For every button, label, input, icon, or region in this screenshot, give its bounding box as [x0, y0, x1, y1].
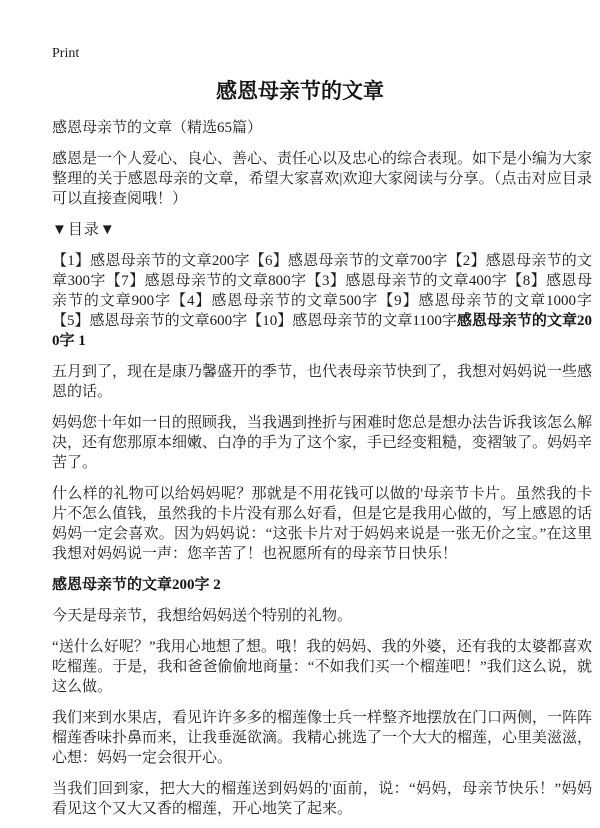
toc-item-2[interactable]: 【2】感恩母亲节的文章300字 [52, 253, 592, 289]
toc-item-7[interactable]: 【7】感恩母亲节的文章800字 [105, 273, 307, 289]
toc-item-8[interactable]: 【8】感恩母亲节的文章900字 [52, 273, 592, 309]
subtitle: 感恩母亲节的文章（精选65篇） [52, 120, 263, 136]
toc-item-1[interactable]: 【1】感恩母亲节的文章200字 [52, 253, 250, 269]
section-2-paragraph-3: 我们来到水果店，看见许许多多的榴莲像士兵一样整齐地摆放在门口两侧，一阵阵榴莲香味扑鼻而来，让我垂涎欲滴。我精心挑选了一个大大的榴莲，心里美滋滋，心想：妈妈一定会很开心。 [52, 710, 593, 766]
page-title: 感恩母亲节的文章 [216, 79, 384, 103]
section-2-paragraph-4: 当我们回到家，把大大的榴莲送到妈妈的'面前，说：“妈妈，母亲节快乐！”妈妈看见这个又大又香的榴莲，开心地笑了起来。 [52, 781, 592, 817]
section-2-paragraph-2: “送什么好呢？”我用心地想了想。哦！我的妈妈、我的外婆，还有我的太婆都喜欢吃榴莲。于是，我和爸爸偷偷地商量：“不如我们买一个榴莲吧！”我们这么说，就这么做。 [52, 639, 592, 695]
intro-paragraph: 感恩是一个人爱心、良心、善心、责任心以及忠心的综合表现。如下是小编为大家整理的关于感恩母亲的文章，希望大家喜欢|欢迎大家阅读与分享。（点击对应目录可以直接查阅哦！） [52, 151, 593, 207]
toc-item-9[interactable]: 【9】感恩母亲节的文章1000字 [378, 293, 592, 309]
toc-item-6[interactable]: 【6】感恩母亲节的文章700字 [249, 253, 448, 269]
toc-item-10[interactable]: 【10】感恩母亲节的文章1100字 [247, 313, 457, 329]
toc-item-3[interactable]: 【3】感恩母亲节的文章400字 [306, 273, 508, 289]
section-1-paragraph-3: 什么样的礼物可以给妈妈呢？那就是不用花钱可以做的'母亲节卡片。虽然我的卡片不怎么值钱，虽然我的卡片没有那么好看，但是它是我用心做的，写上感恩的话妈妈一定会喜欢。因为妈妈说：“这张卡片对于妈妈来说是一张无价之宝。”在这里我想对妈妈说一声：您辛苦了！也祝愿所有的母亲节日快乐！ [52, 486, 593, 562]
toc-item-4[interactable]: 【4】感恩母亲节的文章500字 [171, 293, 379, 309]
print-link[interactable]: Print [52, 46, 80, 61]
toc-paragraph [52, 251, 592, 351]
toc-marker: ▼目录▼ [52, 222, 116, 238]
section-2-heading: 感恩母亲节的文章200字 2 [52, 577, 221, 593]
section-1-paragraph-1: 五月到了，现在是康乃馨盛开的季节，也代表母亲节快到了，我想对妈妈说一些感恩的话。 [52, 364, 593, 400]
section-1-paragraph-2: 妈妈您十年如一日的照顾我，当我遇到挫折与困难时您总是想办法告诉我该怎么解决，还有您那原本细嫩、白净的手为了这个家，手已经变粗糙，变褶皱了。妈妈辛苦了。 [52, 415, 593, 471]
section-1-heading: 感恩母亲节的文章200字 1 [52, 313, 592, 349]
toc-item-5[interactable]: 【5】感恩母亲节的文章600字 [52, 313, 248, 329]
section-2-paragraph-1: 今天是母亲节，我想给妈妈送个特别的礼物。 [52, 608, 353, 624]
